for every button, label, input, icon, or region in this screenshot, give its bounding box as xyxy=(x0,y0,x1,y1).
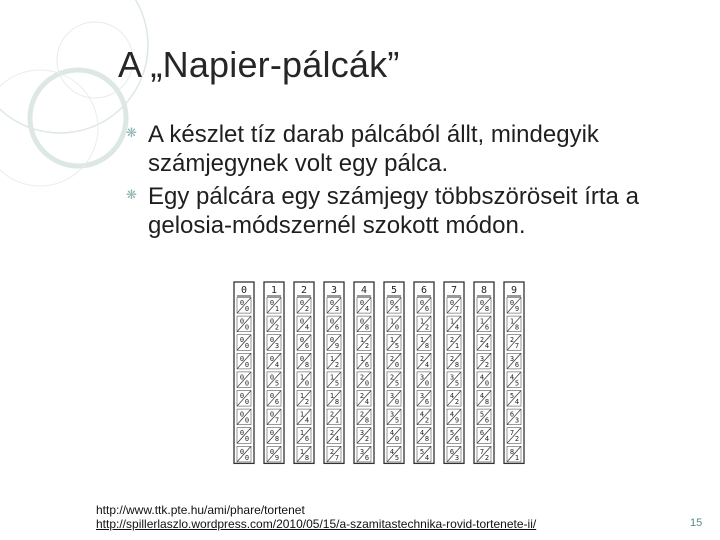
rod-cell-tens: 4 xyxy=(419,429,425,438)
rod-cell-tens: 0 xyxy=(269,336,275,345)
rod-cell-tens: 0 xyxy=(239,336,245,345)
rod-cell-ones: 2 xyxy=(364,435,370,444)
bullet-text: A készlet tíz darab pálcából állt, mindegyik számjegynek volt egy pálca. xyxy=(148,121,599,177)
rod-cell-tens: 2 xyxy=(329,447,335,456)
rod-cell-ones: 0 xyxy=(394,323,400,332)
rod-cell-tens: 3 xyxy=(419,392,425,400)
rod-cell-tens: 3 xyxy=(449,373,455,382)
rod-cell-tens: 3 xyxy=(389,392,395,400)
rod-cell-tens: 1 xyxy=(299,447,305,456)
rod-cell-tens: 1 xyxy=(359,354,365,363)
rod-cell-tens: 4 xyxy=(449,392,455,400)
source-link[interactable]: http://spillerlaszlo.wordpress.com/2010/05/15/a-szamitastechnika-rovid-tortenete-ii/ xyxy=(96,517,537,531)
rod-cell-tens: 4 xyxy=(389,429,395,438)
rod-cell-ones: 6 xyxy=(304,435,310,444)
rod-cell-ones: 3 xyxy=(274,342,280,351)
rod-cell-ones: 9 xyxy=(274,453,280,462)
bullet-swirl-icon: ❋ xyxy=(126,187,137,202)
rod-cell-tens: 2 xyxy=(359,410,365,419)
rod-cell-tens: 6 xyxy=(449,447,455,456)
rod-cell-tens: 7 xyxy=(509,429,515,438)
rod-cell-tens: 5 xyxy=(449,429,455,438)
rod-cell-tens: 5 xyxy=(509,392,515,400)
rod-cell-ones: 0 xyxy=(424,379,430,388)
rod-cell-tens: 1 xyxy=(509,317,515,326)
rod-cell-tens: 0 xyxy=(269,447,275,456)
rod-cell-tens: 0 xyxy=(359,317,365,326)
rod-cell-ones: 7 xyxy=(454,305,460,313)
rod-cell-tens: 1 xyxy=(389,336,395,345)
rod-cell-ones: 3 xyxy=(334,305,340,313)
rod-cell-ones: 2 xyxy=(454,398,460,406)
rod-header-digit: 4 xyxy=(360,285,368,296)
rod-cell-tens: 0 xyxy=(329,299,335,307)
rod-cell-tens: 1 xyxy=(299,373,305,382)
rod-cell-tens: 0 xyxy=(299,317,305,326)
rod-cell-tens: 1 xyxy=(389,317,395,326)
rod-cell-ones: 4 xyxy=(304,323,310,332)
rod-cell-tens: 6 xyxy=(509,410,515,419)
rod-cell-ones: 8 xyxy=(424,435,430,444)
rod-cell-tens: 4 xyxy=(479,373,485,382)
rod-cell-tens: 2 xyxy=(509,336,515,345)
rod-cell-tens: 0 xyxy=(269,299,275,307)
rod-cell-tens: 0 xyxy=(419,299,425,307)
rod-cell-ones: 9 xyxy=(334,342,340,351)
rod-cell-tens: 4 xyxy=(419,410,425,419)
rod-cell-ones: 6 xyxy=(334,323,340,332)
rod-cell-ones: 8 xyxy=(304,360,310,369)
rod-cell-ones: 0 xyxy=(244,342,250,351)
rod-header-digit: 6 xyxy=(420,285,428,296)
rod-cell-ones: 6 xyxy=(514,360,520,369)
rod-cell-tens: 3 xyxy=(359,447,365,456)
rod-cell-ones: 7 xyxy=(514,342,520,351)
rod-cell-ones: 2 xyxy=(364,342,370,351)
rod-cell-ones: 5 xyxy=(394,379,400,388)
rod-cell-tens: 8 xyxy=(509,447,515,456)
rod-cell-tens: 2 xyxy=(359,392,365,400)
rod-cell-tens: 1 xyxy=(419,336,425,345)
rod-cell-ones: 8 xyxy=(274,435,280,444)
rod-cell-tens: 4 xyxy=(509,373,515,382)
rod-cell-ones: 6 xyxy=(484,416,490,425)
rod-cell-tens: 0 xyxy=(269,317,275,326)
rod-cell-ones: 4 xyxy=(334,435,340,444)
rod-header-digit: 5 xyxy=(390,285,398,296)
rod-cell-ones: 8 xyxy=(304,453,310,462)
rod-cell-tens: 0 xyxy=(239,299,245,307)
rod-cell-ones: 4 xyxy=(454,323,460,332)
rod-cell-tens: 0 xyxy=(329,336,335,345)
rod-cell-tens: 1 xyxy=(359,336,365,345)
rod-cell-ones: 0 xyxy=(484,379,490,388)
rod-cell-tens: 0 xyxy=(359,299,365,307)
rod-cell-tens: 3 xyxy=(509,354,515,363)
rod-cell-tens: 0 xyxy=(299,299,305,307)
rod-cell-tens: 0 xyxy=(239,429,245,438)
rod-cell-ones: 1 xyxy=(514,453,520,462)
rod-cell-ones: 0 xyxy=(364,379,370,388)
rod-cell-ones: 2 xyxy=(304,398,310,406)
rod-cell-ones: 5 xyxy=(394,305,400,313)
rod-cell-tens: 2 xyxy=(389,354,395,363)
rod-cell-ones: 5 xyxy=(454,379,460,388)
page-number: 15 xyxy=(690,517,703,529)
rod-cell-ones: 8 xyxy=(484,305,490,313)
rod-cell-ones: 5 xyxy=(514,379,520,388)
bullet-item xyxy=(126,118,706,178)
rod-cell-tens: 0 xyxy=(239,410,245,419)
rod-cell-tens: 1 xyxy=(299,410,305,419)
rod-cell-ones: 6 xyxy=(304,342,310,351)
rod-cell-ones: 9 xyxy=(514,305,520,313)
rod-cell-tens: 2 xyxy=(449,336,455,345)
rod-cell-tens: 1 xyxy=(329,354,335,363)
rod-cell-tens: 0 xyxy=(269,354,275,363)
rod-cell-tens: 0 xyxy=(239,392,245,400)
rod-cell-ones: 0 xyxy=(244,305,250,313)
rod-cell-ones: 0 xyxy=(394,360,400,369)
rod-cell-tens: 1 xyxy=(329,373,335,382)
bullet-swirl-icon: ❋ xyxy=(126,125,137,140)
bullet-text: Egy pálcára egy számjegy többszöröseit írta a gelosia-módszernél szokott módon. xyxy=(148,183,639,239)
rod-cell-tens: 0 xyxy=(509,299,515,307)
rod-cell-ones: 2 xyxy=(274,323,280,332)
rod-cell-tens: 3 xyxy=(389,410,395,419)
rod-cell-ones: 0 xyxy=(304,379,310,388)
rod-cell-tens: 0 xyxy=(299,336,305,345)
rod-cell-tens: 2 xyxy=(389,373,395,382)
rod-cell-ones: 2 xyxy=(514,435,520,444)
rod-cell-ones: 3 xyxy=(514,416,520,425)
rod-cell-tens: 0 xyxy=(239,317,245,326)
rod-cell-tens: 1 xyxy=(449,317,455,326)
rod-cell-ones: 6 xyxy=(454,435,460,444)
rod-cell-tens: 2 xyxy=(329,429,335,438)
rod-cell-ones: 8 xyxy=(454,360,460,369)
rod-header-digit: 7 xyxy=(450,285,458,296)
rod-cell-ones: 1 xyxy=(274,305,280,313)
rod-cell-tens: 3 xyxy=(479,354,485,363)
rod-cell-ones: 4 xyxy=(364,398,370,406)
slide-title: A „Napier-pálcák” xyxy=(118,44,400,85)
rod-cell-ones: 8 xyxy=(364,416,370,425)
rod-cell-tens: 2 xyxy=(449,354,455,363)
rod-cell-tens: 3 xyxy=(419,373,425,382)
rod-cell-tens: 5 xyxy=(479,410,485,419)
rod-cell-tens: 0 xyxy=(239,354,245,363)
bullet-item xyxy=(126,180,706,240)
rod-cell-ones: 4 xyxy=(424,360,430,369)
rod-header-digit: 9 xyxy=(510,285,518,296)
source-link[interactable]: http://www.ttk.pte.hu/ami/phare/tortenet xyxy=(96,503,305,517)
rod-cell-tens: 0 xyxy=(299,354,305,363)
rod-cell-ones: 6 xyxy=(364,360,370,369)
rod-cell-ones: 2 xyxy=(484,453,490,462)
rod-cell-tens: 1 xyxy=(329,392,335,400)
rod-cell-tens: 1 xyxy=(299,392,305,400)
rod-cell-ones: 9 xyxy=(454,416,460,425)
rod-cell-tens: 5 xyxy=(419,447,425,456)
rod-cell-ones: 8 xyxy=(484,398,490,406)
rod-cell-tens: 6 xyxy=(479,429,485,438)
rod-cell-ones: 0 xyxy=(244,360,250,369)
rod-cell-tens: 4 xyxy=(389,447,395,456)
rod-cell-ones: 6 xyxy=(484,323,490,332)
rod-cell-tens: 0 xyxy=(479,299,485,307)
napier-rods-figure xyxy=(232,281,532,467)
rod-cell-ones: 5 xyxy=(334,379,340,388)
rod-cell-ones: 5 xyxy=(394,453,400,462)
rod-cell-ones: 0 xyxy=(394,435,400,444)
rod-cell-ones: 4 xyxy=(364,305,370,313)
rod-cell-tens: 2 xyxy=(419,354,425,363)
rod-header-digit: 8 xyxy=(480,285,488,296)
rod-cell-ones: 8 xyxy=(424,342,430,351)
rod-cell-ones: 0 xyxy=(244,435,250,444)
rod-cell-ones: 6 xyxy=(364,453,370,462)
rod-cell-tens: 0 xyxy=(329,317,335,326)
rod-cell-tens: 0 xyxy=(269,429,275,438)
rod-cell-ones: 3 xyxy=(454,453,460,462)
rod-cell-tens: 0 xyxy=(389,299,395,307)
rod-cell-tens: 0 xyxy=(239,373,245,382)
rod-cell-tens: 2 xyxy=(479,336,485,345)
rod-cell-tens: 1 xyxy=(299,429,305,438)
rod-cell-ones: 8 xyxy=(334,398,340,406)
rod-cell-ones: 8 xyxy=(364,323,370,332)
rod-cell-ones: 2 xyxy=(424,416,430,425)
rod-header-digit: 2 xyxy=(300,285,308,296)
rod-cell-tens: 0 xyxy=(449,299,455,307)
rod-cell-ones: 0 xyxy=(244,323,250,332)
rod-cell-ones: 4 xyxy=(424,453,430,462)
rod-cell-ones: 6 xyxy=(274,398,280,406)
rod-cell-ones: 4 xyxy=(304,416,310,425)
rod-cell-tens: 4 xyxy=(449,410,455,419)
rod-cell-ones: 1 xyxy=(454,342,460,351)
rod-cell-ones: 0 xyxy=(394,398,400,406)
rod-header-digit: 3 xyxy=(330,285,338,296)
rod-cell-tens: 0 xyxy=(239,447,245,456)
bullet-list xyxy=(126,118,706,242)
rod-cell-ones: 4 xyxy=(514,398,520,406)
rod-header-digit: 0 xyxy=(240,285,248,296)
rod-cell-tens: 2 xyxy=(329,410,335,419)
rod-cell-tens: 3 xyxy=(359,429,365,438)
sources xyxy=(96,503,536,531)
rod-cell-tens: 0 xyxy=(269,410,275,419)
rod-cell-ones: 5 xyxy=(394,342,400,351)
rod-cell-ones: 1 xyxy=(334,416,340,425)
rod-cell-ones: 6 xyxy=(424,305,430,313)
rod-cell-ones: 7 xyxy=(274,416,280,425)
rod-cell-ones: 4 xyxy=(484,435,490,444)
rod-cell-ones: 8 xyxy=(514,323,520,332)
rod-cell-ones: 7 xyxy=(334,453,340,462)
rod-cell-tens: 2 xyxy=(359,373,365,382)
rod-cell-tens: 4 xyxy=(479,392,485,400)
rod-cell-ones: 0 xyxy=(244,416,250,425)
rod-cell-tens: 1 xyxy=(419,317,425,326)
rod-cell-tens: 7 xyxy=(479,447,485,456)
rod-cell-ones: 0 xyxy=(244,398,250,406)
rod-cell-ones: 2 xyxy=(484,360,490,369)
rod-cell-ones: 4 xyxy=(274,360,280,369)
rod-cell-ones: 6 xyxy=(424,398,430,406)
rod-cell-ones: 4 xyxy=(484,342,490,351)
rod-cell-ones: 5 xyxy=(394,416,400,425)
rod-cell-tens: 0 xyxy=(269,373,275,382)
rod-cell-ones: 5 xyxy=(274,379,280,388)
rod-cell-ones: 2 xyxy=(424,323,430,332)
rod-cell-tens: 1 xyxy=(479,317,485,326)
rod-header-digit: 1 xyxy=(270,285,278,296)
rod-cell-ones: 0 xyxy=(244,453,250,462)
rod-cell-ones: 0 xyxy=(244,379,250,388)
rod-cell-tens: 0 xyxy=(269,392,275,400)
rod-cell-ones: 2 xyxy=(334,360,340,369)
rod-cell-ones: 2 xyxy=(304,305,310,313)
